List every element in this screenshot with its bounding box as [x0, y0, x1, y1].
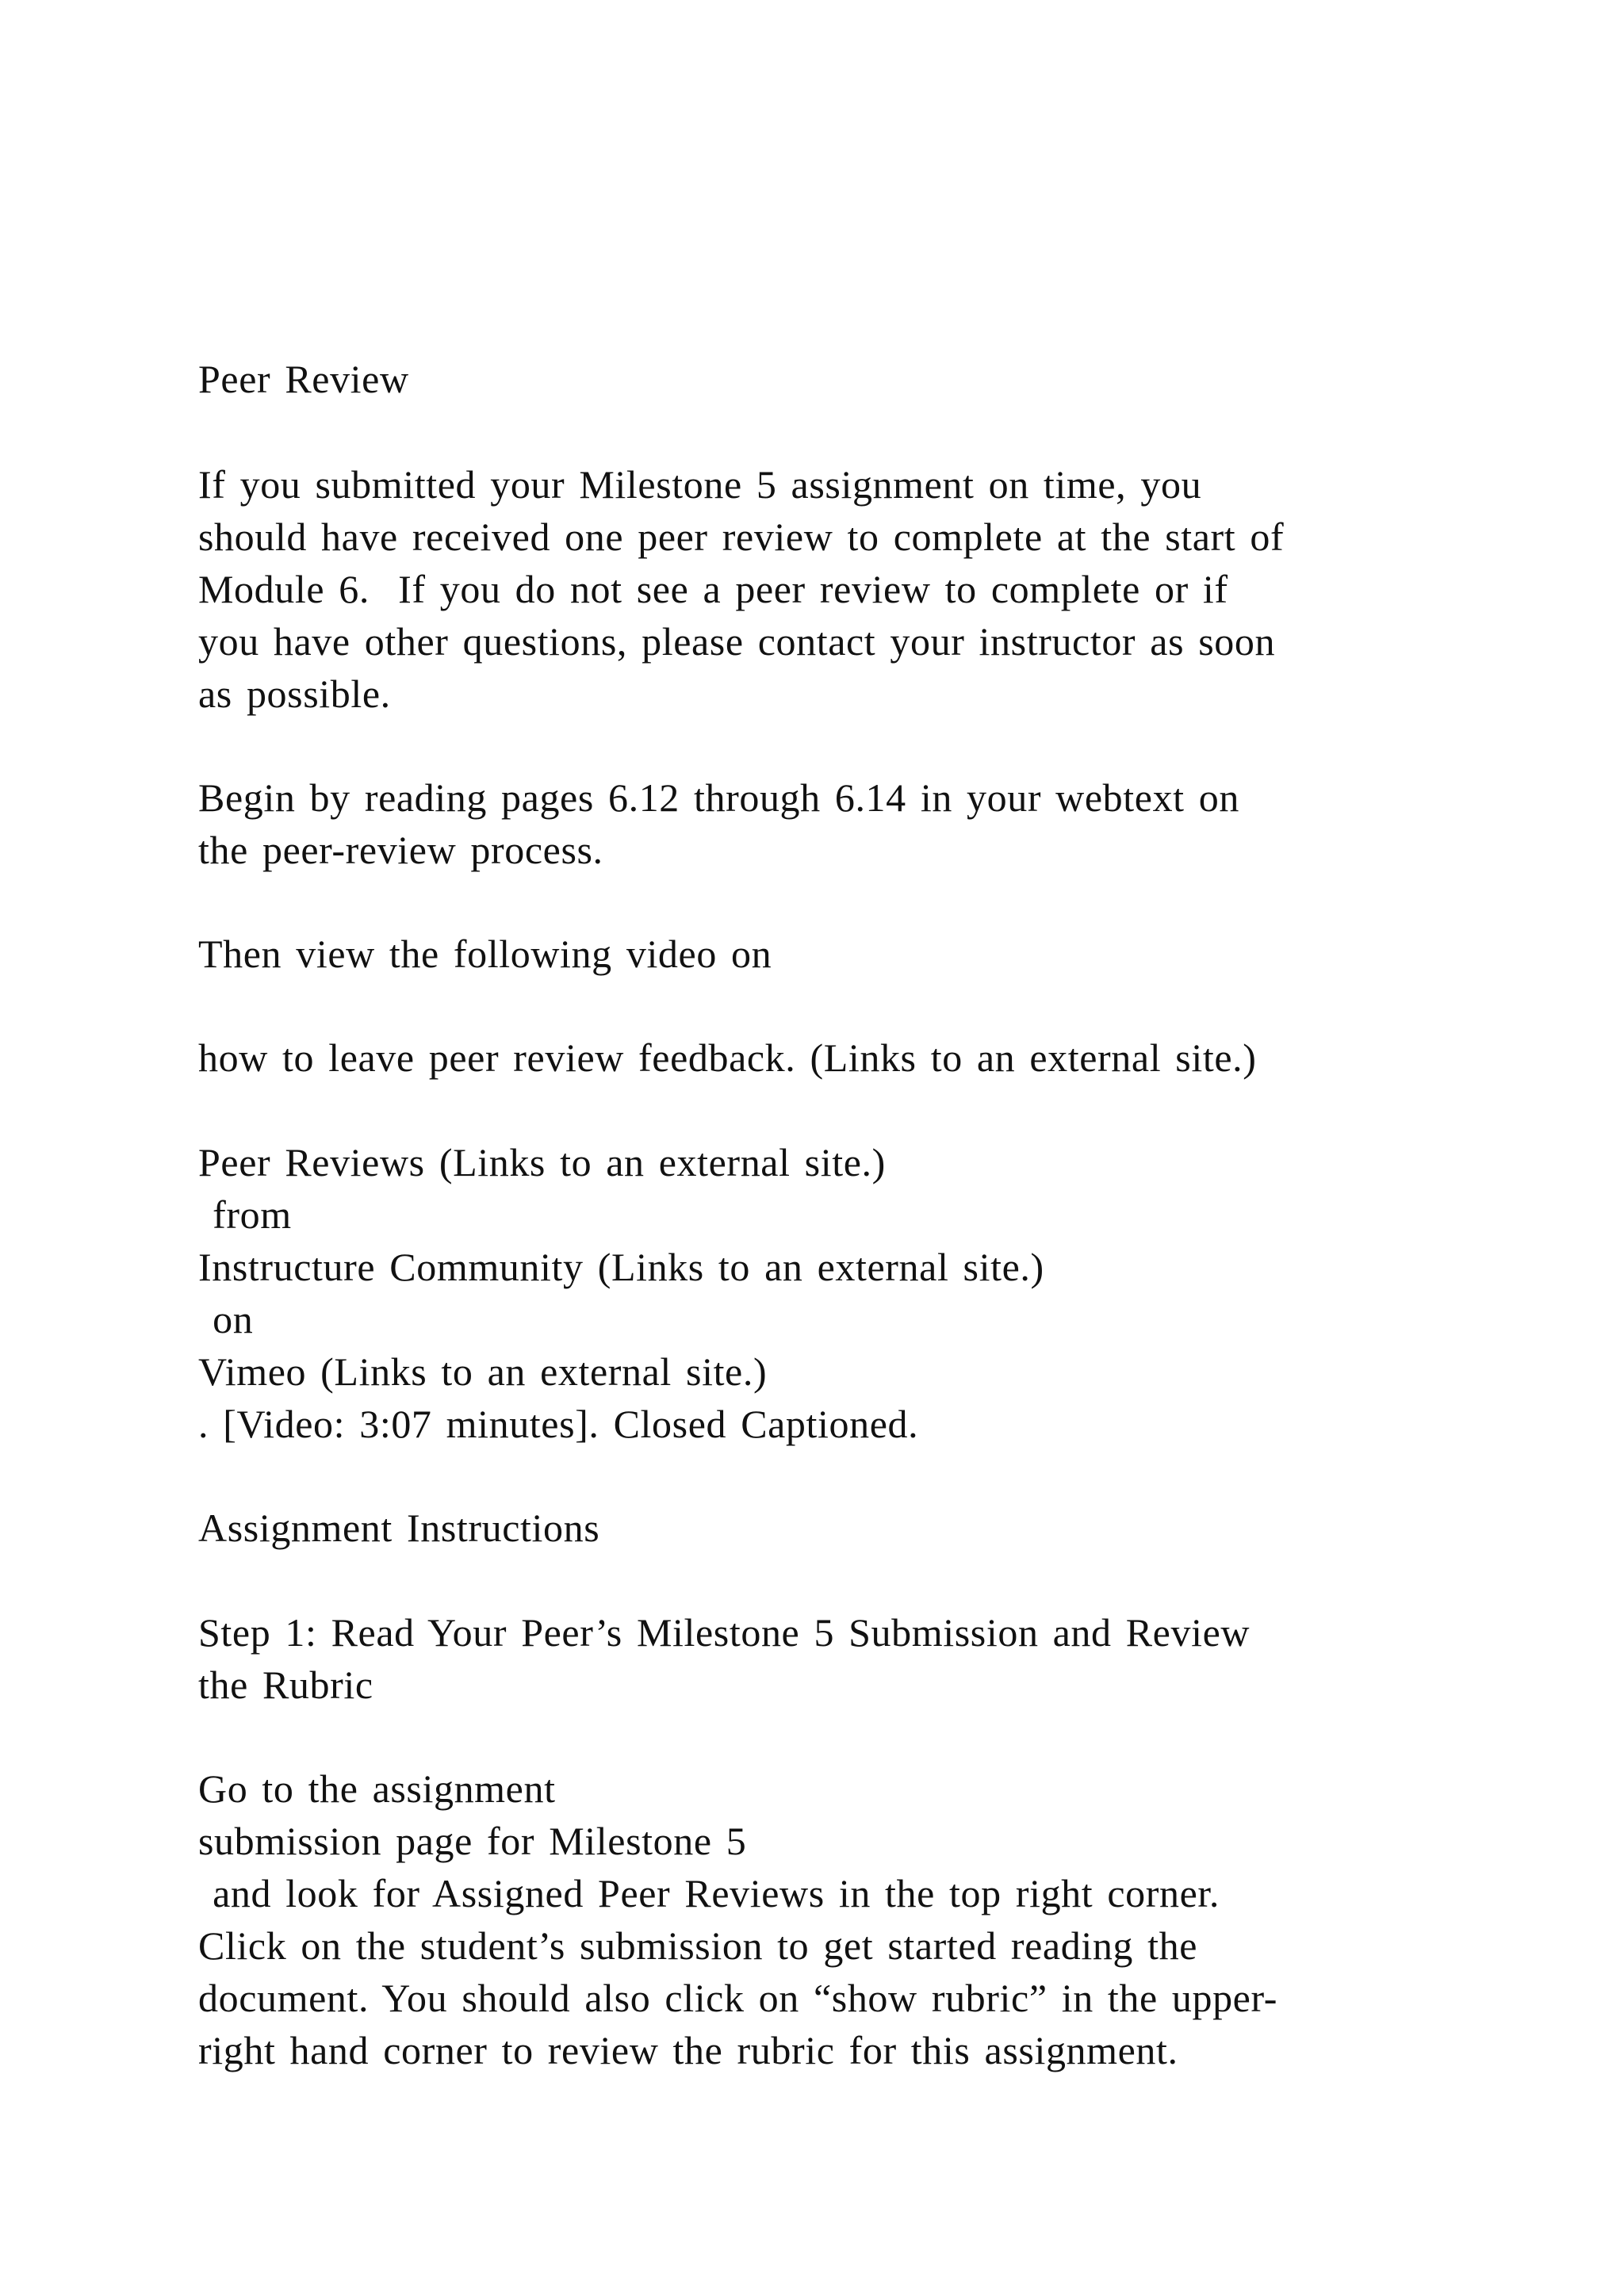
intro-line-2: should have received one peer review to complete at the start of [198, 515, 1285, 559]
intro-line-1: If you submitted your Milestone 5 assignment on time, you [198, 462, 1202, 507]
video-link[interactable]: how to leave peer review feedback. (Links to an external site.) [198, 1035, 1257, 1080]
intro-line-4: you have other questions, please contact your instructor as soon [198, 619, 1276, 664]
milestone-submission-link[interactable]: submission page for Milestone 5 [198, 1819, 747, 1863]
video-intro: Then view the following video on [198, 932, 772, 976]
step1-heading-line-1: Step 1: Read Your Peer’s Milestone 5 Submission and Review [198, 1610, 1251, 1655]
credit-on: on [198, 1297, 254, 1341]
intro-line-5: as possible. [198, 672, 391, 716]
step1-body-line-5: document. You should also click on “show rubric” in the upper- [198, 1976, 1277, 2020]
document-title: Peer Review [198, 357, 409, 401]
instructure-community-link[interactable]: Instructure Community (Links to an external site.) [198, 1245, 1044, 1289]
peer-reviews-link[interactable]: Peer Reviews (Links to an external site.) [198, 1140, 886, 1184]
reading-line-1: Begin by reading pages 6.12 through 6.14 in your webtext on [198, 775, 1239, 820]
step1-body-line-4: Click on the student’s submission to get started reading the [198, 1923, 1198, 1968]
instructions-heading: Assignment Instructions [198, 1506, 600, 1550]
intro-line-3: Module 6. If you do not see a peer review to complete or if [198, 567, 1228, 611]
vimeo-link[interactable]: Vimeo (Links to an external site.) [198, 1349, 768, 1394]
video-duration: . [Video: 3:07 minutes]. Closed Captioned. [198, 1402, 919, 1446]
step1-body-line-1: Go to the assignment [198, 1766, 556, 1811]
reading-line-2: the peer-review process. [198, 828, 603, 872]
step1-body-line-3: and look for Assigned Peer Reviews in the top right corner. [198, 1871, 1220, 1915]
step1-body-line-6: right hand corner to review the rubric for this assignment. [198, 2028, 1178, 2072]
step1-heading-line-2: the Rubric [198, 1663, 373, 1707]
credit-from: from [198, 1192, 292, 1237]
